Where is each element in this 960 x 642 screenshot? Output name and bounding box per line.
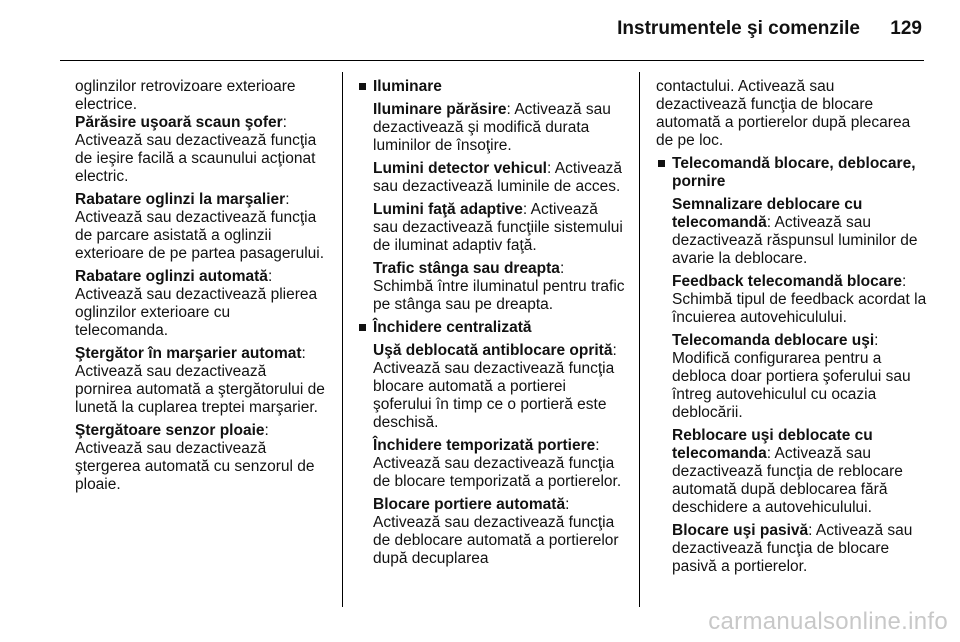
- setting-title: Părăsire uşoară scaun şofer: [75, 114, 283, 131]
- setting-title: Uşă deblocată antiblocare oprită: [373, 342, 613, 359]
- setting-description: Activează sau dezactivează funcţia de blocare pasivă a portierelor.: [672, 522, 913, 575]
- column-3: [656, 78, 928, 581]
- setting-item: Rabatare oglinzi automată: Activează sau dezactivează plierea oglinzilor exterioare cu telecomanda.: [75, 268, 318, 339]
- setting-description: Activează sau dezactivează funcţia de parcare asistată a oglinzii exterioare de pe partea pasagerului.: [75, 209, 325, 262]
- setting-item: Părăsire uşoară scaun şofer: Activează sau dezactivează funcţia de ieşire facilă a scaunului acţionat electric.: [75, 114, 317, 185]
- column-2: [357, 78, 627, 573]
- section-heading-remote: Telecomandă blocare, deblocare, pornire: [656, 155, 928, 191]
- setting-title: Rabatare oglinzi la marşalier: [75, 191, 286, 208]
- setting-description: Activează sau dezactivează răspunsul luminilor de avarie la deblocare.: [672, 214, 918, 267]
- setting-description: Activează sau dezactivează pornirea automată a ştergătorului de lunetă la cuplarea treptei marşarier.: [75, 363, 325, 416]
- setting-title: Blocare uşi pasivă: [672, 522, 809, 539]
- setting-title: Lumini detector vehicul: [373, 160, 547, 177]
- setting-title: Lumini faţă adaptive: [373, 201, 523, 218]
- setting-title: Iluminare părăsire: [373, 101, 507, 118]
- setting-title: Ştergător în marşarier automat: [75, 345, 302, 362]
- setting-description: Activează sau dezactivează funcţia de reblocare automată după deblocarea fără deschidere a autovehiculului.: [672, 445, 903, 516]
- setting-description: Activează sau dezactivează funcţia de blocare temporizată a portierelor.: [373, 455, 622, 490]
- setting-item: Telecomanda deblocare uşi: Modifică configurarea pentru a debloca doar portiera şoferului sau întreg autovehiculul cu ocazia deblocării.: [672, 332, 911, 421]
- setting-description: Modifică configurarea pentru a debloca doar portiera şoferului sau întreg autovehiculul cu ocazia deblocării.: [672, 350, 911, 421]
- square-bullet-icon: [359, 83, 366, 90]
- setting-item: Reblocare uşi deblocate cu telecomanda: Activează sau dezactivează funcţia de reblocare automată după deblocarea fără deschidere a autovehiculului.: [672, 427, 903, 516]
- square-bullet-icon: [658, 160, 665, 167]
- continued-text: contactului. Activează sau dezactivează funcţia de blocare automată a portierelor după plecarea de pe loc.: [656, 78, 911, 149]
- continued-text: oglinzilor retrovizoare exterioare electrice.: [75, 78, 296, 113]
- setting-item: Trafic stânga sau dreapta: Schimbă între iluminatul pentru trafic pe stânga sau pe dreapta.: [373, 260, 625, 313]
- setting-title: Trafic stânga sau dreapta: [373, 260, 560, 277]
- setting-description: Schimbă tipul de feedback acordat la încuierea autovehiculului.: [672, 291, 927, 326]
- setting-description: Activează sau dezactivează luminile de acces.: [373, 160, 622, 195]
- setting-item: Ştergătoare senzor ploaie: Activează sau dezactivează ştergerea automată cu senzorul de ploaie.: [75, 422, 315, 493]
- setting-title: Închidere temporizată portiere: [373, 437, 596, 454]
- setting-title: Feedback telecomandă blocare: [672, 273, 903, 290]
- page-header: [0, 0, 960, 62]
- square-bullet-icon: [359, 324, 366, 331]
- column-divider-2: [639, 72, 640, 607]
- section-heading-lighting: Iluminare: [357, 78, 627, 96]
- setting-description: Schimbă între iluminatul pentru trafic pe stânga sau pe dreapta.: [373, 278, 625, 313]
- setting-description: Activează sau dezactivează funcţia de deblocare automată a portierelor după decuplarea: [373, 514, 619, 567]
- setting-title: Semnalizare deblocare cu telecomandă: [672, 196, 863, 231]
- setting-item: Lumini detector vehicul: Activează sau dezactivează luminile de acces.: [373, 160, 622, 195]
- setting-description: Activează sau dezactivează ştergerea automată cu senzorul de ploaie.: [75, 440, 315, 493]
- setting-title: Blocare portiere automată: [373, 496, 566, 513]
- setting-title: Rabatare oglinzi automată: [75, 268, 268, 285]
- setting-item: Rabatare oglinzi la marşalier: Activează sau dezactivează funcţia de parcare asistată a oglinzii exterioare de pe partea pasagerului.: [75, 191, 325, 262]
- column-divider-1: [342, 72, 343, 607]
- setting-description: Activează sau dezactivează funcţia blocare automată a portierei şoferului în timp ce o portieră este deschisă.: [373, 360, 615, 431]
- setting-description: Activează sau dezactivează funcţia de ieşire facilă a scaunului acţionat electric.: [75, 132, 317, 185]
- setting-title: Reblocare uşi deblocate cu telecomanda: [672, 427, 873, 462]
- setting-item: Iluminare părăsire: Activează sau dezactivează şi modifică durata luminilor de însoţire.: [373, 101, 611, 154]
- setting-description: Activează sau dezactivează funcţiile sistemului de iluminat adaptiv faţă.: [373, 201, 623, 254]
- page-title: Instrumentele şi comenzile: [617, 18, 860, 39]
- watermark: carmanualsonline.info: [708, 608, 948, 635]
- setting-item: Semnalizare deblocare cu telecomandă: Activează sau dezactivează răspunsul luminilor de avarie la deblocare.: [672, 196, 918, 267]
- setting-item: Blocare portiere automată: Activează sau dezactivează funcţia de deblocare automată a portierelor după decuplarea: [373, 496, 619, 567]
- setting-item: Ştergător în marşarier automat: Activează sau dezactivează pornirea automată a ştergătorului de lunetă la cuplarea treptei marşarier.: [75, 345, 325, 416]
- header-rule: [60, 60, 924, 61]
- column-1: [75, 78, 327, 499]
- setting-title: Telecomanda deblocare uşi: [672, 332, 875, 349]
- setting-item: Închidere temporizată portiere: Activează sau dezactivează funcţia de blocare temporizată a portierelor.: [373, 437, 622, 490]
- setting-description: Activează sau dezactivează plierea oglinzilor exterioare cu telecomanda.: [75, 286, 318, 339]
- setting-item: Lumini faţă adaptive: Activează sau dezactivează funcţiile sistemului de iluminat adaptiv faţă.: [373, 201, 623, 254]
- setting-item: Blocare uşi pasivă: Activează sau dezactivează funcţia de blocare pasivă a portierelor.: [672, 522, 913, 575]
- setting-item: Feedback telecomandă blocare: Schimbă tipul de feedback acordat la încuierea autovehiculului.: [672, 273, 927, 326]
- page-number: 129: [890, 18, 922, 39]
- section-heading-central-locking: Închidere centralizată: [357, 319, 627, 337]
- setting-description: Activează sau dezactivează şi modifică durata luminilor de însoţire.: [373, 101, 611, 154]
- setting-item: Uşă deblocată antiblocare oprită: Activează sau dezactivează funcţia blocare automată a portierei şoferului în timp ce o portieră este deschisă.: [373, 342, 617, 431]
- setting-title: Ştergătoare senzor ploaie: [75, 422, 265, 439]
